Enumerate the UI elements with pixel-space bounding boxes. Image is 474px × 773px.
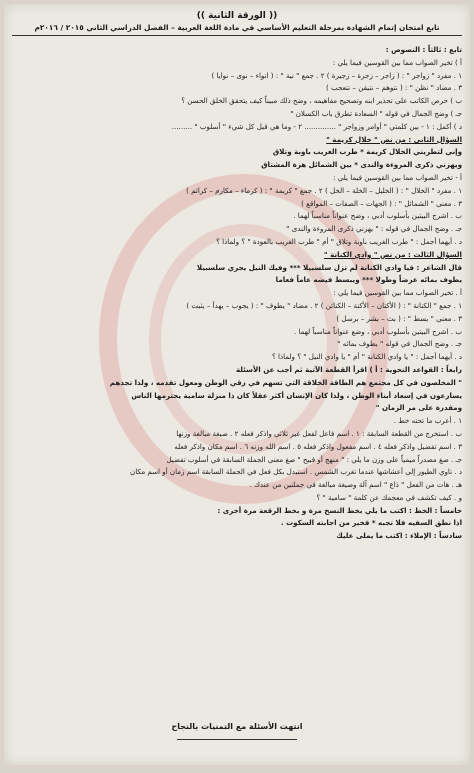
exam-line: ١ . جمع " الكنانة " : ( الأكنان – الأكنة – الكنائن ) ٢ . مضاد " يطوف " : ( يجوب – يهدأ – يثبت ) [186,300,462,310]
closing-text: انتهت الأسئلة مع التمنيات بالنجاح [171,722,303,731]
exam-line: ١ . أعرب ما تحته خط . [393,416,462,426]
exam-line: د . تاوي الطيور إلى أعشاشها عندما تغرب الشمس . استبدل بكل فعل في الجملة السابقة اسم زمان أو اسم مكان [130,467,462,477]
exam-line: ب . استخرج من القطعة السابقة : ١ . اسم فاعل لفعل غير ثلاثي واذكر فعله ٢ . صيغة مبالغة وزنها [176,428,462,438]
exam-line: خامساً : الخط : اكتب ما يلي بخط النسخ مرة و بخط الرقعة مرة أخرى : [217,505,462,515]
exam-line: ١ . مفرد " زواجر " : ( زاجر – زجرة – زجيرة ) ٢ . جمع " نية " : ( انواء – نوى – نوايا ) [211,70,462,80]
exam-line: وإني لتطريني الخلال كريمة * طرب الغريب باوبة وتلاق [272,147,462,157]
exam-line: " المخلصون في كل مجتمع هم الطاقة الخلاقة التي تسهم في رقي الوطن ومعول تقدمه ، ولذا تجدهم [109,377,462,387]
exam-line: ويهزني ذكرى المروءة والندى * بين الشمائل هزة المشتاق [261,160,462,170]
exam-line: ومقدرة على مر الزمان " [375,403,462,413]
exam-line: جـ . وضح الجمال في قوله " يطوف بمائه " [337,339,462,349]
exam-line: تابع : ثالثاً : النصوص : [385,45,462,54]
exam-line: جـ . وضح الجمال في قوله : " يهزني ذكرى المروءة والندى " [286,224,462,234]
exam-line: ٣ . مضاد " نظن " : ( نتوهم – نتيقن – نتعجب ) [326,83,462,93]
exam-line: ١ . مفرد " الخلال " : ( الخليل – الخلة – الخل ) ٢ . جمع " كريمة " : ( كرماء – مكارم – كرائم ) [186,185,462,195]
exam-line: ٣ . معنى " الشمائل " : ( الجهات – الصفات – المواقع ) [301,198,462,208]
exam-line: ب . اشرح البيتين بأسلوب أدبي ، وضح عنواناً مناسباً لهما . [293,211,462,221]
exam-line: أ ) تخير الصواب مما بين القوسين فيما يلي : [332,57,462,67]
exam-line: و . كيف تكشف في معجمك عن كلمة " سامية " ؟ [316,492,462,502]
exam-header [12,10,462,36]
exam-subtitle: تابع امتحان إتمام الشهادة بمرحلة التعليم الأساسي في مادة اللغة العربية – الفصل الدراسي الثاني ٢٠١٥ / ٢٠١٦م [34,23,440,32]
exam-line: أ - تخير الصواب مما بين القوسين فيما يلي : [333,172,462,182]
exam-line: سادساً : الإملاء : اكتب ما يملى عليك [336,531,462,541]
exam-line: د ) أكمل : ١ - بين كلمتي " أوامر وزواجر " .............. ٢ - وما هي قبل كل شيء " أسلوب " ......... [171,121,462,131]
footer-rule [177,739,297,740]
header-divider [12,35,462,36]
exam-line: د . أيهما أجمل : " يا وادي الكنانة " أم " يا وادي النيل " ؟ ولماذا ؟ [271,352,462,362]
exam-line: ٣ . اسم تفضيل واذكر فعله ٤ . اسم مفعول واذكر فعله ٥ . اسم الله وزنه ٦ . اسم مكان واذكر فعله [174,441,462,451]
exam-line: السؤال الثاني : من نص " خلال كريمة " [326,134,462,144]
exam-footer [4,722,470,740]
exam-page [4,4,470,765]
exam-line: اذا نطق السفيه فلا تجبه * فخير من اجابته السكوت . [280,518,462,528]
exam-questions [14,44,462,543]
exam-line: رابعاً : القواعد النحوية : أ ) اقرأ القطعة الآتية ثم أجب عن الأسئلة [235,364,462,374]
exam-line: د . أيهما أجمل : " طرب الغريب باوبة وتلاق " أم " طرب الغريب بالعودة " ؟ ولماذا ؟ [216,236,462,246]
exam-line: أ . تخير الصواب مما بين القوسين فيما يلي : [333,288,462,298]
exam-line: ٣ . معنى " بسط " : ( بث – بشر – برسل ) [336,313,462,323]
exam-line: قال الشاعر : فيا وادي الكنانة لم تزل سلسبيلا *** وفيك النيل يجري سلسبيلا [196,262,462,272]
exam-line: جـ ) وضح الجمال في قوله " السعادة تطرق باب الكسلان " [290,108,462,118]
exam-line: ب . اشرح البيتين بأسلوب أدبي ، وضع عنواناً مناسباً لهما . [294,326,462,336]
exam-line: يسارعون في إسعاد أبناء الوطن ، ولذا كان الإنسان أكثر عقلاً كان ذا منزلة سامية يحترمها الناس [131,390,462,400]
exam-line: جـ . صغ مصدراً ميمياً على وزن ما يلي : " منهج أو قبيح " صغ معنى الجملة السابقة في أسلوب تفضيل [166,454,462,464]
exam-line: يطوف بمائه عرضاً وطولا *** ويبسط فيضه عاماً فعاما [275,275,462,285]
exam-title: (( الورقة الثانية )) [196,11,278,21]
exam-line: ب ) حرص الكاتب على تحذير ابنه وتصحيح مفاهيمه ، وضح ذلك مبيناً كيف يتحقق الخلق الحسن ؟ [181,96,462,106]
exam-line: هـ . هات من الفعل " ذاع " اسم آلة وصيغة مبالغة في جملتين من عندك . [249,480,462,490]
exam-line: السؤال الثالث : من نص " وادي الكنانة " [323,249,462,259]
